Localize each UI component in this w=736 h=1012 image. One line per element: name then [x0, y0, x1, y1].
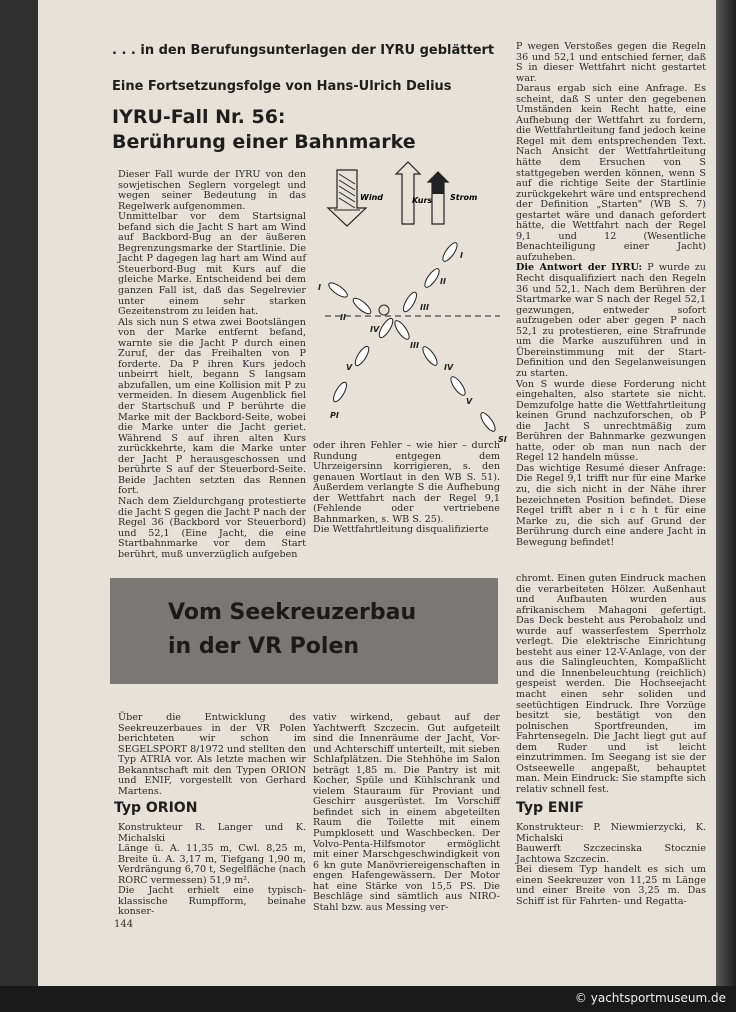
- current-label: Strom: [450, 193, 478, 202]
- start-mark: [379, 305, 389, 315]
- case-heading: [112, 105, 416, 155]
- article2-mid-column: [313, 713, 500, 913]
- paragraph: Länge ü. A. 11,35 m, Cwl. 8,25 m, Breite ü. A. 3,17 m, Tiefgang 1,90 m, Verdrängung 6,70 t, Segelfläche (nach RORC vermessen) 51,9 m².: [118, 843, 306, 886]
- orion-heading: Typ ORION: [114, 800, 198, 816]
- paragraph: Konstrukteur: P. Niewmierzycki, K. Michalski: [516, 822, 706, 844]
- boat-label: I: [318, 283, 321, 292]
- course-arrow: [396, 162, 420, 224]
- course-label: Kurs: [412, 196, 433, 205]
- boat-label: V: [466, 397, 473, 406]
- paragraph: vativ wirkend, gebaut auf der Yachtwerft Szczecin. Gut aufgeteilt sind die Innenräume der Jacht, Vor- und Achterschiff unterteilt, mit sieben Schlafplätzen. Die Stehhöhe im Salon beträgt 1,85 m. Die Pantry ist mit Kocher, Spüle und Kühlschrank und vielem Stauraum für Proviant und Geschirr ausgerüstet. Im Vorschiff befindet sich in einem abgeteilten Raum die Toilette mit einem Pumpklosett und Waschbecken. Der Volvo-Penta-Hilfsmotor ermöglicht mit einer Marschgeschwindigkeit von 6 kn gute Manövriereigenschaften in engen Hafengewässern. Der Motor hat eine Stärke von 15,5 PS. Die Beschläge sind sämtlich aus NIRO-Stahl bzw. aus Messing ver-: [313, 712, 500, 913]
- paragraph: Das wichtige Resumé dieser Anfrage: Die Regel 9,1 trifft nur für eine Marke zu, die sich nicht in der Nähe ihrer bezeichneten Position befindet. Diese Regel trifft aber n i c h t für eine Marke zu, die sich auf Grund der Berührung durch eine andere Jacht in Bewegung befindet!: [516, 462, 706, 548]
- copyright-notice: © yachtsportmuseum.de: [574, 991, 726, 1005]
- article1-left-column: [118, 170, 306, 560]
- enif-specs: [516, 823, 706, 907]
- article2-right-column: [516, 574, 706, 795]
- boat-labels: [318, 251, 507, 444]
- answer-text: P wurde zu Recht disqualifiziert nach den Regeln 36 und 52,1. Nach dem Berühren der Startmarke war S nach der Regel 52,1 gezwungen, entweder sofort aufzugeben oder aber gegen P nach 52,1 zu protestieren, eine Strafrunde um die Marke auszuführen und in Übereinstimmung mit der Start-Definition und den Segelanweisungen zu starten.: [516, 262, 706, 379]
- boat-label: I: [460, 251, 463, 260]
- case-title: IYRU-Fall Nr. 56:: [112, 106, 286, 128]
- collision-diagram: [310, 160, 515, 450]
- orion-specs: [118, 823, 306, 918]
- paragraph: Von S wurde diese Forderung nicht eingehalten, also startete sie nicht. Demzufolge hatte die Wettfahrtleitung keinen Grund nachzuforschen, ob P die Jacht S unrechtmäßig zum Berühren der Bahnmarke gezwungen hatte, oder ob man nun nach der Regel 12 handeln müsse.: [516, 378, 706, 464]
- page-number: 144: [114, 919, 134, 930]
- paragraph: Dieser Fall wurde der IYRU von den sowjetischen Seglern vorgelegt und wegen seiner Bedeutung in das Regelwerk aufgenommen.: [118, 169, 306, 212]
- paragraph: Die Jacht erhielt eine typisch-klassische Rumpfform, beinahe konser-: [118, 885, 306, 918]
- paragraph: Konstrukteur R. Langer und K. Michalski: [118, 822, 306, 844]
- boat-label: IV: [370, 325, 380, 334]
- paragraph: Daraus ergab sich eine Anfrage. Es scheint, daß S unter den gegebenen Umständen kein Recht hatte, eine Aufhebung der Wettfahrt zu fordern, die Wettfahrtleitung fand jedoch keine Regel mit dem entsprechenden Text. Nach Ansicht der Wettfahrtleitung hätte dem Ersuchen von S stattgegeben werden können, wenn S auf die richtige Seite der Startlinie zurückgekehrt wäre und entsprechend der Definition „Starten" (WB S. 7) gestartet wäre und danach gefordert hätte, die Wettfahrt nach der Regel 9,1 und 12 (Wesentliche Benachteiligung einer Jacht) aufzuheben.: [516, 83, 706, 263]
- paragraph: Als sich nun S etwa zwei Bootslängen von der Marke entfernt befand, warnte sie die Jacht P durch einen Zuruf, der das Freihalten von P forderte. Da P ihren Kurs jedoch unbeirrt hielt, begann S langsam abzufallen, um eine Kollision mit P zu vermeiden. In diesem Augenblick fiel der Startschuß und P berührte die Marke mit der Backbord-Seite, wobei die Marke unter die Jacht geriet. Während S auf ihren alten Kurs zurückkehrte, kam die Marke unter der Jacht P herausgeschossen und berührte S auf der Steuerbord-Seite. Beide Jachten setzten das Rennen fort.: [118, 316, 306, 497]
- paragraph: Die Wettfahrtleitung disqualifizierte: [313, 524, 489, 536]
- paragraph: P wegen Verstoßes gegen die Regeln 36 und 52,1 und entschied ferner, daß S in dieser Wettfahrt nicht gestartet war.: [516, 41, 706, 84]
- answer-paragraph: [516, 263, 706, 379]
- article2-banner: [110, 578, 498, 684]
- paragraph: chromt. Einen guten Eindruck machen die verarbeiteten Hölzer. Außenhaut und Aufbauten wurden aus afrikanischem Mahagoni gefertigt. Das Deck besteht aus Perobaholz und wurde auf wasserfestem Sperrholz verlegt. Die elektrische Einrichtung besteht aus einer 12-V-Anlage, von der aus die Salingleuchten, Kompaßlicht und die Innenbeleuchtung (reichlich) gespeist werden. Die Hochseejacht macht einen sehr soliden und seetüchtigen Eindruck. Ihre Vorzüge besitzt sie, bestätigt von den polnischen Sportfreunden, im Fahrtensegeln. Die Jacht liegt gut auf dem Ruder und ist leicht einzutrimmen. Im Seegang ist sie der Ostseewelle angepaßt, behauptet man. Mein Eindruck: Sie stampfte sich relativ schnell fest.: [516, 573, 706, 795]
- paragraph: Bei diesem Typ handelt es sich um einen Seekreuzer von 11,25 m Länge und einer Breite von 3,25 m. Das Schiff ist für Fahrten- und Regatta-: [516, 864, 706, 907]
- paragraph: oder ihren Fehler – wie hier – durch Rundung entgegen dem Uhrzeigersinn korrigieren, s. den genauen Wortlaut in den WB S. 51). Außerdem verlangte S die Aufhebung der Wettfahrt nach der Regel 9,1 (Fehlende oder vertriebene Bahnmarken, s. WB S. 25).: [313, 440, 500, 525]
- boat-label: II: [340, 313, 346, 322]
- title-line: in der VR Polen: [168, 634, 360, 659]
- paragraph: Bauwerft Szczecinska Stocznie Jachtowa Szczecin.: [516, 843, 706, 865]
- enif-heading: Typ ENIF: [516, 800, 584, 816]
- case-subtitle: Berührung einer Bahnmarke: [112, 131, 416, 153]
- article1-mid-column: [313, 441, 500, 536]
- article2-title: [168, 596, 416, 664]
- intro-paragraph: Über die Entwicklung des Seekreuzerbaues in der VR Polen berichteten wir schon im SEGELSPORT 8/1972 und stellten den Typ ATRIA vor. Als letzte machen wir Bekanntschaft mit den Typen ORION und ENIF, vorgestellt von Gerhard Martens.: [118, 712, 306, 797]
- boat-s-label: SI: [498, 435, 507, 444]
- series-intro: . . . in den Berufungsunterlagen der IYRU geblättert: [112, 43, 495, 58]
- boat-label: IV: [444, 363, 454, 372]
- article2-left-column: [118, 713, 306, 797]
- book-spine: [716, 0, 736, 986]
- series-author: Eine Fortsetzungsfolge von Hans-Ulrich Delius: [112, 79, 452, 94]
- paragraph: Nach dem Zieldurchgang protestierte die Jacht S gegen die Jacht P nach der Regel 36 (Backbord vor Steuerbord) und 52,1 (Eine Jacht, die eine Startbahnmarke vor dem Start berührt, muß unverzüglich aufgeben: [118, 495, 306, 560]
- boat-label: II: [440, 277, 446, 286]
- answer-label: Die Antwort der IYRU:: [516, 262, 643, 274]
- boat-p-label: PI: [330, 411, 339, 420]
- boat-label: III: [410, 341, 419, 350]
- wind-label: Wind: [360, 193, 383, 202]
- boat-label: III: [420, 303, 429, 312]
- article1-right-column: [516, 42, 706, 548]
- title-line: Vom Seekreuzerbau: [168, 600, 417, 625]
- paragraph: Unmittelbar vor dem Startsignal befand sich die Jacht S hart am Wind auf Backbord-Bug an der äußeren Begrenzungsmarke der Startlinie. Die Jacht P dagegen lag hart am Wind auf Steuerbord-Bug mit Kurs auf die gleiche Marke. Entscheidend bei dem ganzen Fall ist, daß das Segelrevier unter einem sehr starken Gezeitenstrom zu leiden hat.: [118, 211, 306, 318]
- boat-label: V: [346, 363, 353, 372]
